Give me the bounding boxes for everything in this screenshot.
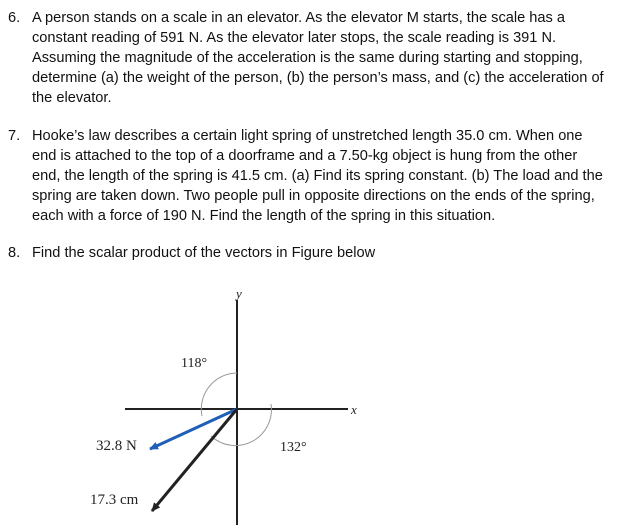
x-axis-label: x — [351, 402, 357, 417]
vector-b-label: 17.3 cm — [90, 492, 139, 508]
angle-label-upper: 118° — [181, 356, 208, 371]
problem-7-text: Hooke’s law describes a certain light spring of unstretched length 35.0 cm. When one end is attached to the top of a doorframe and a 7.50-kg object is hung from the other end, the length of the spring is 41.5 cm. (a) Find its spring constant. (b) The load and the spring are taken down. Two people pull in opposite directions on the ends of the spring, each with a force of 190 N. Find the length of the spring in this situation. — [32, 128, 603, 224]
problem-6-text: A person stands on a scale in an elevator. As the elevator M starts, the scale has a constant reading of 591 N. As the elevator later stops, the scale reading is 391 N. Assuming the magnitude of the acceleration is the same during starting and stopping, determine (a) the weight of the person, (b) the person’s mass, and (c) the acceleration of the elevator. — [32, 10, 604, 106]
problem-6-number: 6. — [8, 10, 21, 26]
angle-arc-lower — [211, 404, 271, 446]
angle-label-lower: 132° — [280, 440, 307, 455]
y-axis-label: y — [236, 286, 242, 301]
vector-displacement-17-3cm — [152, 409, 237, 511]
vector-a-label: 32.8 N — [96, 438, 137, 454]
vector-force-32-8N — [150, 409, 237, 449]
problem-8-number: 8. — [8, 245, 21, 261]
problem-8-text: Find the scalar product of the vectors in Figure below — [32, 245, 376, 261]
problem-7-number: 7. — [8, 128, 21, 144]
